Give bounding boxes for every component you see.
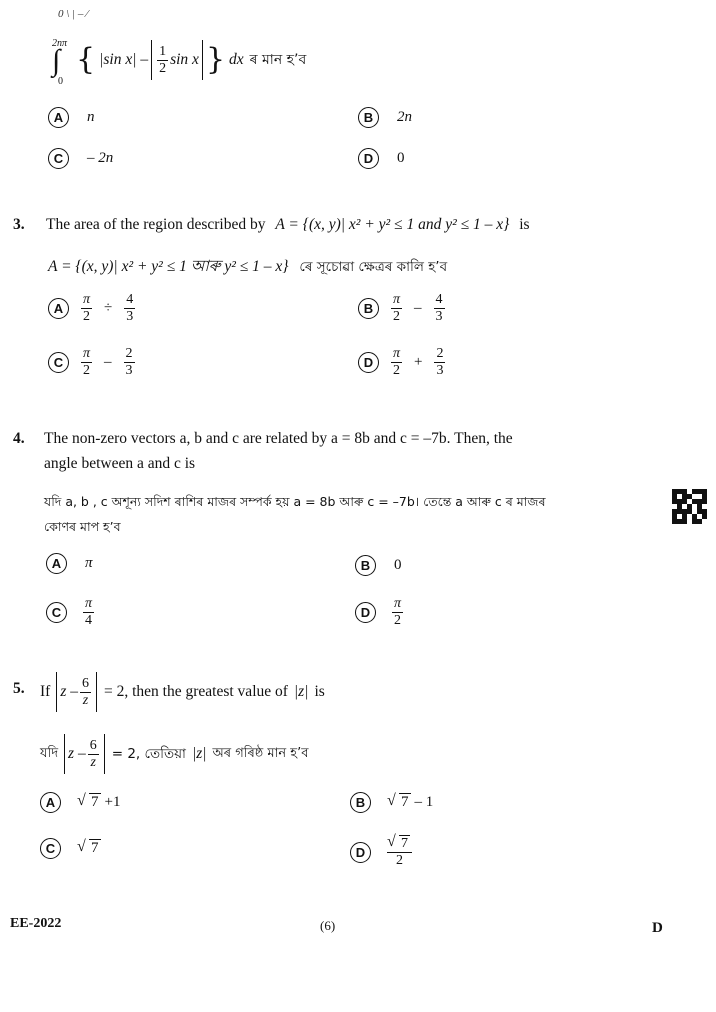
frac-den: z	[82, 692, 89, 708]
integrand-abs-sin: |sin x| –	[99, 51, 149, 68]
abs-bar-right	[104, 734, 105, 774]
q4-option-d[interactable]	[355, 596, 405, 629]
q4-bengali-line1: যদি a, b , c অশূন্য সদিশ ৰাশিৰ মাজৰ সম্পৰ্ক হয় a = 8b আৰু c = –7b। তেন্তে a আৰু c ৰ মাজৰ	[44, 494, 546, 509]
qr-code-icon	[672, 489, 707, 524]
frac-den: 3	[435, 309, 443, 324]
option-circle: B	[358, 107, 379, 128]
q5-number: 5.	[13, 680, 25, 697]
option-circle: B	[350, 792, 371, 813]
frac-pi-2	[391, 346, 402, 379]
frac-pi-2	[391, 292, 402, 325]
q5-option-c[interactable]	[40, 838, 101, 859]
q5-eq: = 2, then the greatest value of	[104, 683, 288, 700]
q5-english-post: is	[314, 683, 325, 700]
frac-num: π	[83, 346, 91, 361]
frac-sqrt7-2	[387, 836, 412, 869]
option-suffix: – 1	[414, 794, 434, 810]
q2-option-b[interactable]	[358, 107, 412, 128]
option-suffix: +1	[104, 794, 121, 810]
frac-den: 2	[396, 853, 403, 868]
abs-bar-right	[96, 672, 97, 712]
frac-6-z	[88, 738, 99, 771]
radicand: 7	[91, 840, 99, 856]
sqrt-7	[79, 794, 101, 811]
sqrt-7	[79, 840, 101, 857]
q3-option-b[interactable]	[358, 292, 447, 325]
footer-page-number: (6)	[320, 918, 336, 933]
frac-den: z	[90, 754, 96, 770]
half-fraction	[157, 44, 168, 77]
half-numerator: 1	[159, 43, 167, 59]
q2-integral	[48, 38, 688, 98]
frac-num: π	[394, 596, 402, 611]
abs-bar-left	[56, 672, 57, 712]
radicand: 7	[401, 794, 409, 810]
option-circle: C	[48, 148, 69, 169]
q2-option-c[interactable]	[48, 148, 113, 169]
top-fragment: 0 \ | – ⁄	[58, 8, 88, 20]
q2-option-a[interactable]	[48, 107, 95, 128]
q5-english	[40, 670, 325, 714]
frac-num: 6	[82, 675, 89, 691]
integral-sign: ∫	[52, 44, 61, 77]
integrand-sin: sin x	[170, 51, 199, 68]
option-circle: A	[48, 298, 69, 319]
operator: +	[414, 354, 423, 370]
frac-den: 2	[393, 363, 400, 378]
option-text: 2n	[397, 109, 412, 125]
frac-b	[124, 346, 135, 379]
frac-den: 4	[85, 613, 92, 628]
q5-absz: |z|	[293, 683, 309, 700]
frac-num: π	[83, 292, 91, 307]
frac-num: 4	[435, 292, 443, 307]
option-text: 0	[394, 557, 402, 573]
integral-upper-limit: 2nπ	[52, 38, 68, 49]
q5-option-b[interactable]	[350, 792, 433, 813]
operator: –	[414, 300, 422, 316]
q4-option-b[interactable]	[355, 555, 402, 576]
q5-abs-left: z –	[68, 745, 86, 762]
q5-bengali	[40, 732, 308, 776]
q3-bengali	[48, 254, 447, 280]
frac-pi-4	[83, 596, 94, 629]
q4-option-a[interactable]	[46, 553, 93, 574]
q4-english-line2: angle between a and c is	[44, 455, 196, 472]
frac-den: 3	[125, 363, 133, 378]
frac-den: 2	[83, 363, 90, 378]
q5-abs-left: z –	[60, 683, 78, 700]
option-circle: A	[40, 792, 61, 813]
frac-pi-2	[81, 346, 92, 379]
q4-english-line1: The non-zero vectors a, b and c are related by a = 8b and c = –7b. Then, the	[44, 430, 513, 447]
frac-num: π	[85, 596, 93, 611]
q2-bengali: ৰ মান হ’ব	[249, 52, 307, 68]
close-brace: }	[205, 42, 226, 77]
frac-pi-2	[81, 292, 92, 325]
sqrt-7	[389, 794, 411, 811]
q3-option-c[interactable]	[48, 346, 137, 379]
q4-number: 4.	[13, 430, 25, 447]
abs-bar-right	[202, 40, 203, 80]
option-circle: B	[355, 555, 376, 576]
q5-option-a[interactable]	[40, 792, 120, 813]
option-text: 0	[397, 150, 405, 166]
q3-option-d[interactable]	[358, 346, 447, 379]
frac-num: 2	[436, 346, 444, 361]
frac-den: 3	[126, 309, 134, 324]
q5-english-pre: If	[40, 683, 51, 700]
open-brace: {	[76, 42, 96, 77]
q3-english	[46, 216, 530, 234]
frac-num: 2	[125, 346, 133, 361]
q3-option-a[interactable]	[48, 292, 137, 325]
radicand: 7	[91, 794, 99, 810]
frac-num: 6	[89, 737, 97, 753]
frac-num: π	[393, 292, 401, 307]
operator: –	[104, 354, 112, 370]
option-circle: C	[48, 352, 69, 373]
frac-b	[434, 292, 445, 325]
q5-absz: |z|	[191, 745, 207, 762]
q3-bengali-set: A = {(x, y)| x² + y² ≤ 1 আৰু y² ≤ 1 – x}	[48, 258, 289, 275]
option-text: – 2n	[87, 150, 114, 166]
q3-english-pre: The area of the region described by	[46, 216, 266, 233]
radicand: 7	[401, 836, 408, 851]
frac-b	[124, 292, 135, 325]
operator: ÷	[104, 300, 113, 316]
option-circle: D	[358, 148, 379, 169]
option-circle: D	[350, 842, 371, 863]
abs-bar-left	[64, 734, 65, 774]
frac-den: 3	[436, 363, 444, 378]
option-circle: C	[40, 838, 61, 859]
q3-number: 3.	[13, 216, 25, 233]
option-circle: D	[355, 602, 376, 623]
option-circle: C	[46, 602, 67, 623]
frac-pi-2	[392, 596, 403, 629]
frac-b	[434, 346, 445, 379]
dx: dx	[229, 51, 244, 68]
frac-den: 2	[83, 309, 90, 324]
option-text: n	[87, 109, 95, 125]
q2-option-d[interactable]	[358, 148, 405, 169]
option-circle: A	[48, 107, 69, 128]
q4-option-c[interactable]	[46, 596, 96, 629]
option-text: π	[85, 555, 93, 571]
integral-lower-limit: 0	[58, 76, 63, 87]
option-circle: A	[46, 553, 67, 574]
q3-english-set: A = {(x, y)| x² + y² ≤ 1 and y² ≤ 1 – x}	[275, 216, 510, 233]
q5-bengali-post: অৰ গৰিষ্ঠ মান হ’ব	[212, 745, 309, 761]
footer-exam-code: EE-2022	[10, 916, 62, 931]
frac-den: 2	[394, 613, 401, 628]
half-denominator: 2	[159, 60, 167, 76]
q4-bengali-line2: কোণৰ মাপ হ’ব	[44, 519, 121, 534]
integrand	[76, 40, 306, 80]
abs-bar-left	[151, 40, 152, 80]
q5-bengali-pre: যদি	[40, 745, 59, 761]
frac-num: 4	[126, 292, 134, 307]
q3-english-post: is	[519, 216, 530, 233]
frac-6-z	[80, 676, 91, 709]
q5-option-d[interactable]	[350, 836, 414, 869]
frac-den: 2	[393, 309, 400, 324]
option-circle: D	[358, 352, 379, 373]
q5-bengali-eq: = 2, তেতিয়া	[111, 745, 186, 762]
q3-bengali-post: ৰে সূচোৱা ক্ষেত্ৰৰ কালি হ’ব	[299, 259, 448, 275]
footer-set-letter: D	[652, 920, 663, 936]
frac-num: π	[393, 346, 401, 361]
option-circle: B	[358, 298, 379, 319]
